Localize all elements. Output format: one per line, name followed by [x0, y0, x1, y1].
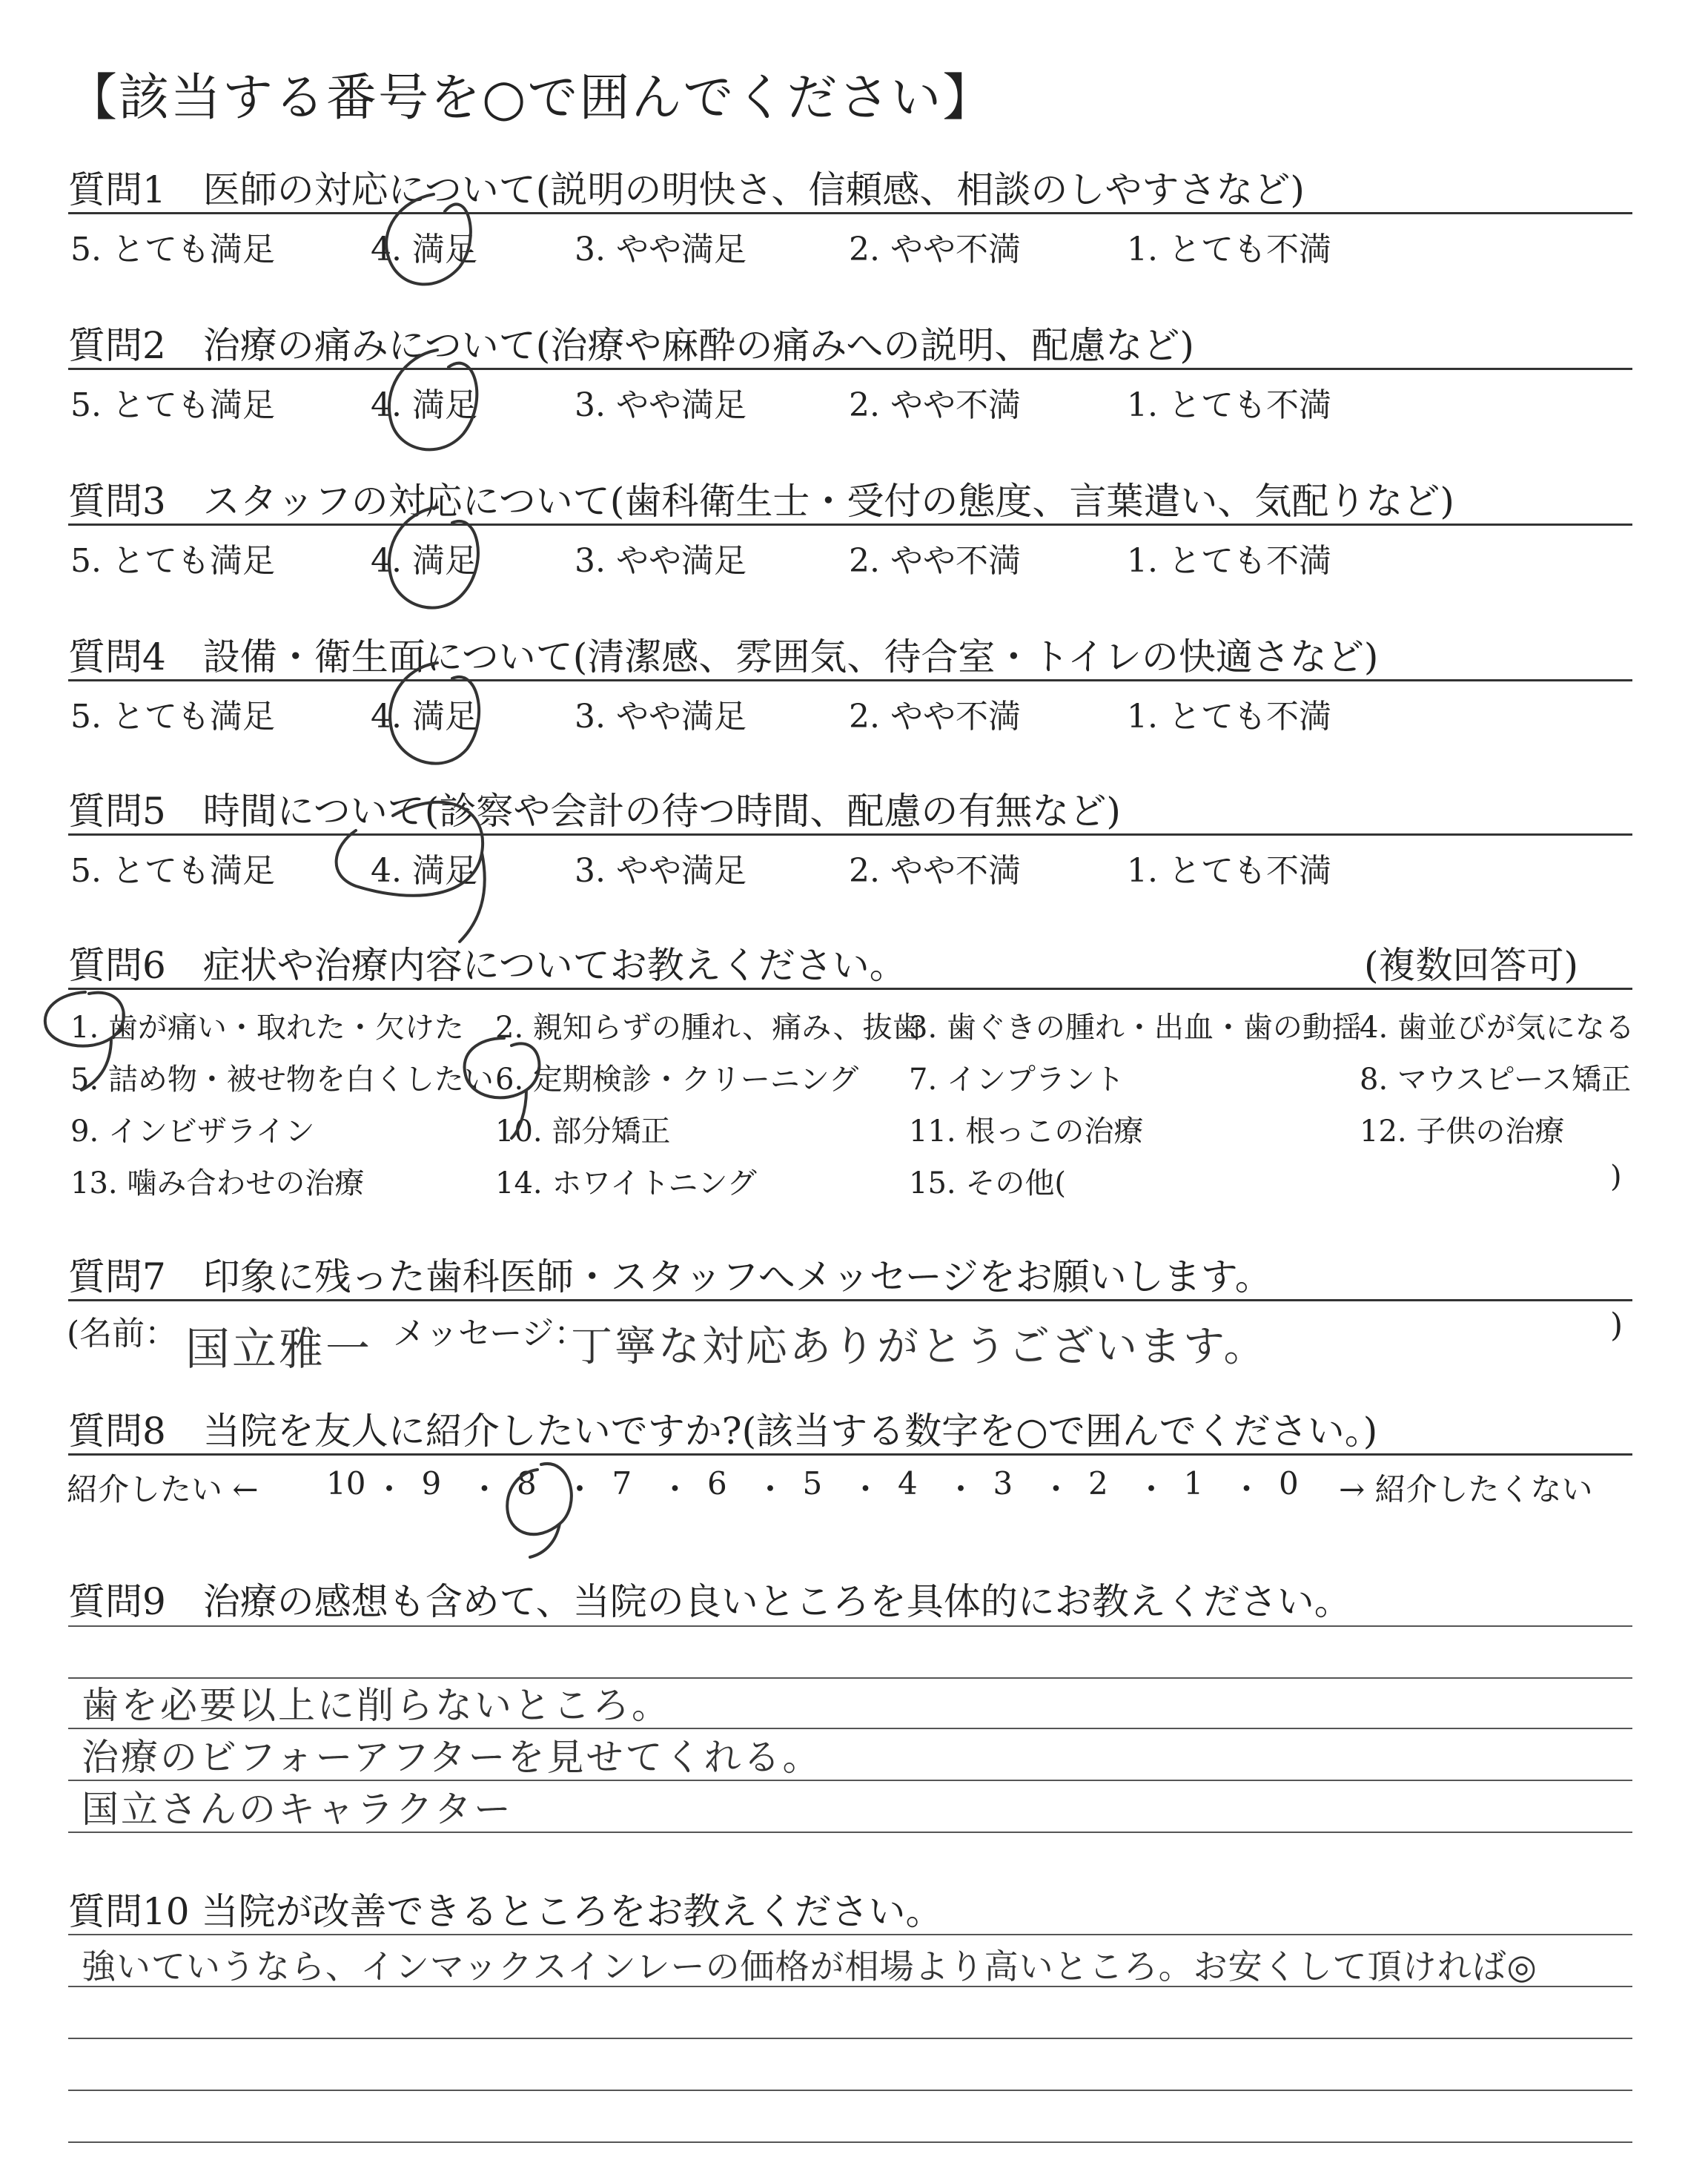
recommend-score-1[interactable]: 1 — [1183, 1465, 1204, 1502]
question-10-title: 質問10 当院が改善できるところをお教えください。 — [68, 1890, 943, 1933]
question-6-note: (複数回答可) — [1364, 944, 1579, 987]
message-value[interactable]: 丁寧な対応ありがとうございます。 — [571, 1323, 1268, 1371]
q6-item-14[interactable]: 14. ホワイトニング — [495, 1166, 757, 1200]
q10-answer-1[interactable]: 強いていうなら、インマックスインレーの価格が相場より高いところ。お安くして頂ければ◎ — [82, 1946, 1537, 1986]
scale-separator: ・ — [1231, 1471, 1262, 1507]
q1-answer-circle — [386, 194, 471, 284]
scale-separator: ・ — [564, 1471, 596, 1507]
q4-option-somewhat-dissatisfied[interactable]: 2. やや不満 — [849, 698, 1021, 736]
scale-separator: ・ — [1136, 1471, 1168, 1507]
q6-item-7[interactable]: 7. インプラント — [909, 1063, 1125, 1097]
q4-option-somewhat-satisfied[interactable]: 3. やや満足 — [575, 698, 747, 736]
recommend-score-8[interactable]: 8 — [517, 1465, 537, 1502]
scale-separator: ・ — [850, 1471, 881, 1507]
recommend-score-3[interactable]: 3 — [993, 1465, 1013, 1502]
q2-option-satisfied[interactable]: 4. 満足 — [371, 386, 477, 424]
scale-separator: ・ — [374, 1471, 406, 1507]
question-5-title: 質問5 時間について(診察や会計の待つ時間、配慮の有無など) — [68, 790, 1121, 833]
question-2-title: 質問2 治療の痛みについて(治療や麻酔の痛みへの説明、配慮など) — [68, 324, 1194, 367]
q6-item-2[interactable]: 2. 親知らずの腫れ、痛み、抜歯 — [495, 1011, 922, 1045]
q5-option-satisfied[interactable]: 4. 満足 — [371, 852, 477, 890]
q6-item-11[interactable]: 11. 根っこの治療 — [909, 1114, 1144, 1149]
q6-item-13[interactable]: 13. 噛み合わせの治療 — [70, 1166, 365, 1200]
q1-option-very-satisfied[interactable]: 5. とても満足 — [70, 231, 275, 268]
recommend-score-10[interactable]: 10 — [326, 1465, 366, 1502]
q4-option-very-satisfied[interactable]: 5. とても満足 — [70, 698, 275, 736]
q6-item-6-circle — [465, 1038, 540, 1138]
q6-item-1[interactable]: 1. 歯が痛い・取れた・欠けた — [70, 1011, 464, 1045]
q6-item-15[interactable]: 15. その他( — [909, 1166, 1066, 1200]
question-4-title: 質問4 設備・衛生面について(清潔感、雰囲気、待合室・トイレの快適さなど) — [68, 635, 1379, 678]
q6-item-8[interactable]: 8. マウスピース矯正 — [1360, 1063, 1632, 1097]
q6-item-5[interactable]: 5. 詰め物・被せ物を白くしたい — [70, 1063, 494, 1097]
q6-item-3[interactable]: 3. 歯ぐきの腫れ・出血・歯の動揺 — [909, 1011, 1362, 1045]
q2-option-somewhat-dissatisfied[interactable]: 2. やや不満 — [849, 386, 1021, 424]
q3-option-somewhat-dissatisfied[interactable]: 2. やや不満 — [849, 542, 1021, 580]
q9-answer-2[interactable]: 治療のビフォーアフターを見せてくれる。 — [82, 1736, 822, 1779]
q4-option-satisfied[interactable]: 4. 満足 — [371, 698, 477, 736]
scale-separator: ・ — [1040, 1471, 1072, 1507]
q5-answer-circle — [337, 802, 485, 942]
q3-option-somewhat-satisfied[interactable]: 3. やや満足 — [575, 542, 747, 580]
q1-option-somewhat-satisfied[interactable]: 3. やや満足 — [575, 231, 747, 268]
recommend-score-6[interactable]: 6 — [707, 1465, 727, 1502]
q1-option-satisfied[interactable]: 4. 満足 — [371, 231, 477, 268]
question-6-title: 質問6 症状や治療内容についてお教えください。 — [68, 944, 907, 987]
q1-option-very-dissatisfied[interactable]: 1. とても不満 — [1127, 231, 1331, 268]
message-close: ) — [1610, 1307, 1623, 1344]
question-7-title: 質問7 印象に残った歯科医師・スタッフへメッセージをお願いします。 — [68, 1255, 1272, 1298]
recommend-score-5[interactable]: 5 — [802, 1465, 823, 1502]
q2-option-very-dissatisfied[interactable]: 1. とても不満 — [1127, 386, 1331, 424]
q2-option-somewhat-satisfied[interactable]: 3. やや満足 — [575, 386, 747, 424]
q2-answer-circle — [389, 350, 477, 449]
recommend-left-label: 紹介したい ← — [67, 1471, 259, 1507]
message-label: メッセージ： — [393, 1315, 587, 1353]
q6-item-4[interactable]: 4. 歯並びが気になる — [1360, 1011, 1635, 1045]
q5-option-very-dissatisfied[interactable]: 1. とても不満 — [1127, 852, 1331, 890]
q5-option-somewhat-dissatisfied[interactable]: 2. やや不満 — [849, 852, 1021, 890]
scale-separator: ・ — [659, 1471, 691, 1507]
q6-item-6[interactable]: 6. 定期検診・クリーニング — [495, 1063, 859, 1097]
q3-option-very-satisfied[interactable]: 5. とても満足 — [70, 542, 275, 580]
q9-answer-1[interactable]: 歯を必要以上に削らないところ。 — [82, 1684, 671, 1727]
recommend-score-2[interactable]: 2 — [1088, 1465, 1108, 1502]
question-8-title: 質問8 当院を友人に紹介したいですか?(該当する数字を○で囲んでください。) — [68, 1410, 1378, 1453]
question-9-title: 質問9 治療の感想も含めて、当院の良いところを具体的にお教えください。 — [68, 1580, 1351, 1623]
form-title: 【該当する番号を○で囲んでください】 — [67, 69, 995, 128]
recommend-score-4[interactable]: 4 — [898, 1465, 918, 1502]
recommend-right-label: → 紹介したくない — [1339, 1471, 1593, 1507]
q5-option-very-satisfied[interactable]: 5. とても満足 — [70, 852, 275, 890]
scale-separator: ・ — [469, 1471, 500, 1507]
q6-item-12[interactable]: 12. 子供の治療 — [1360, 1114, 1565, 1149]
recommend-score-9[interactable]: 9 — [421, 1465, 442, 1502]
q8-selected-circle — [507, 1464, 572, 1557]
q6-item-1-circle — [45, 992, 124, 1090]
recommend-score-0[interactable]: 0 — [1279, 1465, 1299, 1502]
recommend-score-7[interactable]: 7 — [612, 1465, 632, 1502]
q3-answer-circle — [389, 507, 478, 608]
q6-item-9[interactable]: 9. インビザライン — [70, 1114, 315, 1149]
q6-item-10[interactable]: 10. 部分矯正 — [495, 1114, 671, 1149]
name-value[interactable]: 国立雅一 — [185, 1324, 372, 1375]
q6-other-close: ) — [1610, 1160, 1622, 1194]
q5-option-somewhat-satisfied[interactable]: 3. やや満足 — [575, 852, 747, 890]
question-1-title: 質問1 医師の対応について(説明の明快さ、信頼感、相談のしやすさなど) — [68, 168, 1305, 211]
q4-option-very-dissatisfied[interactable]: 1. とても不満 — [1127, 698, 1331, 736]
q3-option-very-dissatisfied[interactable]: 1. とても不満 — [1127, 542, 1331, 580]
q3-option-satisfied[interactable]: 4. 満足 — [371, 542, 477, 580]
scale-separator: ・ — [945, 1471, 977, 1507]
name-label: (名前： — [67, 1315, 178, 1353]
q2-option-very-satisfied[interactable]: 5. とても満足 — [70, 386, 275, 424]
q4-answer-circle — [390, 663, 479, 764]
scale-separator: ・ — [755, 1471, 787, 1507]
q9-answer-3[interactable]: 国立さんのキャラクター — [82, 1788, 513, 1831]
question-3-title: 質問3 スタッフの対応について(歯科衛生士・受付の態度、言葉遣い、気配りなど) — [68, 480, 1454, 523]
q1-option-somewhat-dissatisfied[interactable]: 2. やや不満 — [849, 231, 1021, 268]
